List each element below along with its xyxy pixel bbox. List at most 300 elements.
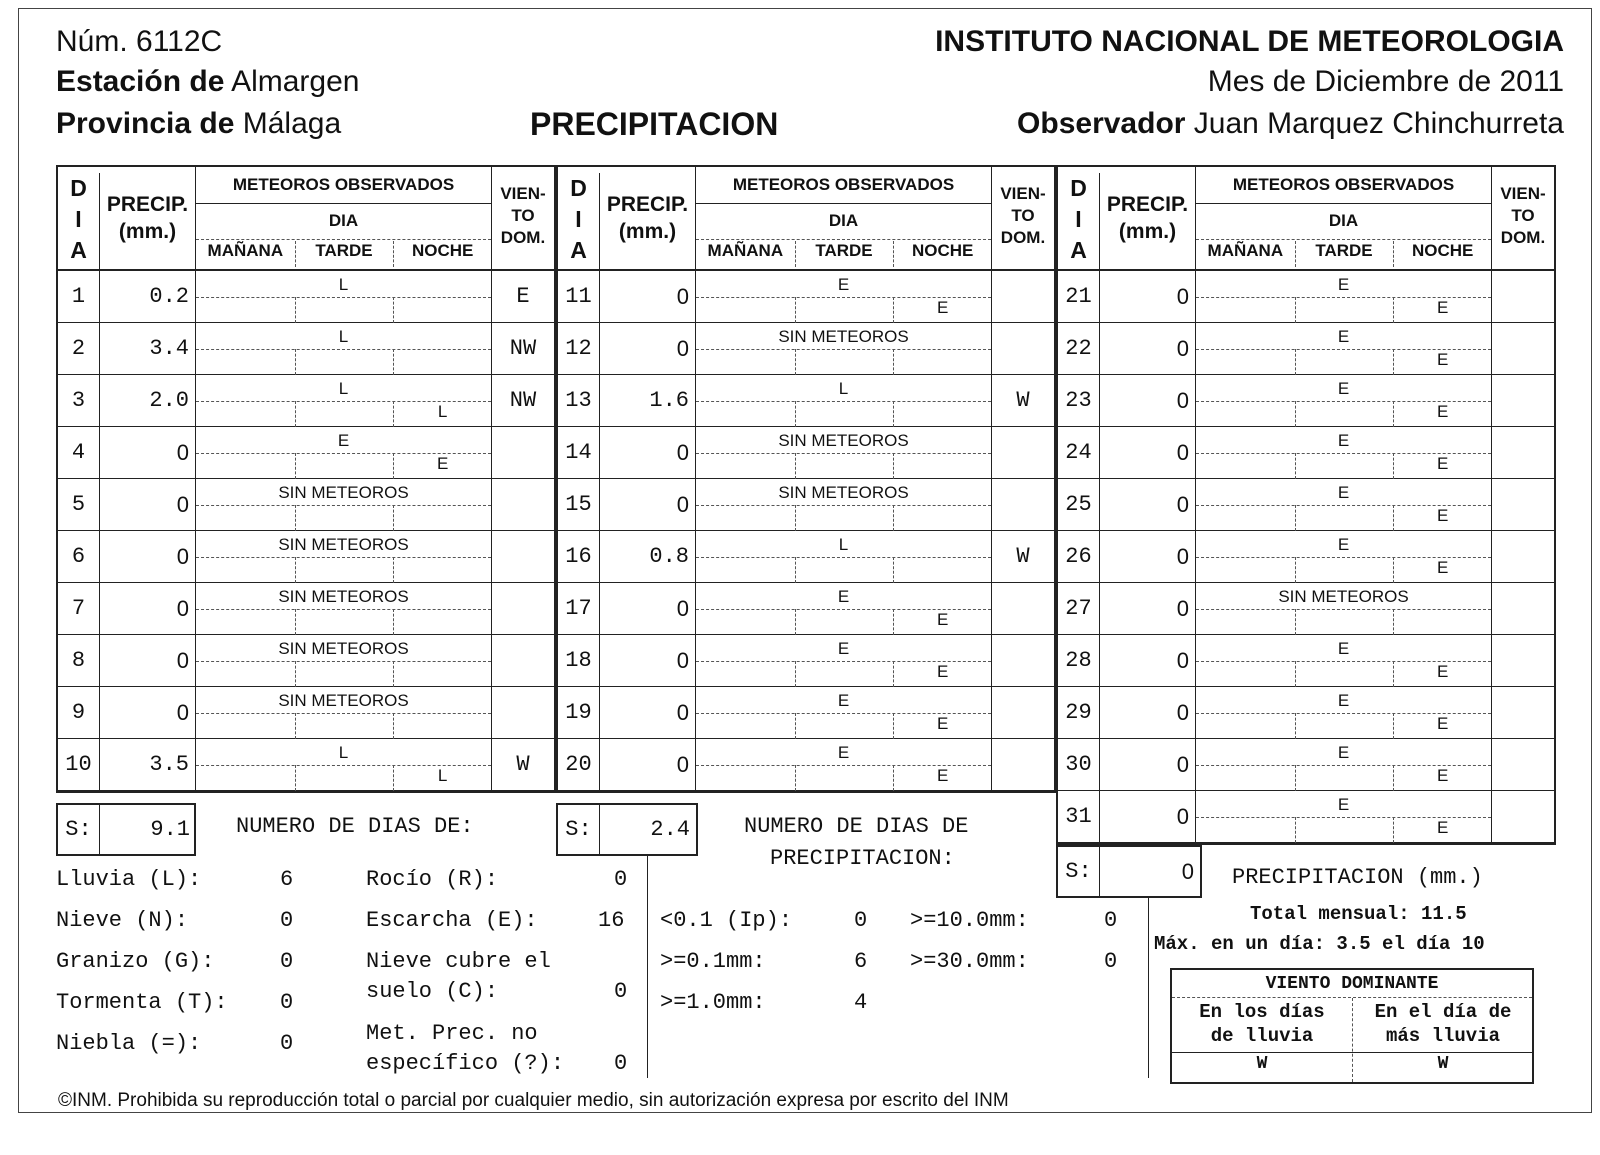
meteor-day: SIN METEOROS — [778, 431, 909, 450]
day-row — [1058, 791, 1554, 843]
day-number: 25 — [1058, 479, 1100, 531]
daily-max: Máx. en un día: 3.5 el día 10 — [1154, 933, 1485, 955]
precip-value: 0 — [1100, 635, 1196, 687]
snow-days-label: Nieve (N): — [56, 908, 189, 933]
unspecified-value: 0 — [614, 1051, 628, 1076]
tick — [893, 557, 894, 583]
meteor-day: E — [1337, 275, 1350, 294]
dia-header — [1058, 173, 1100, 275]
wind-max-day-label: En el día de más lluvia — [1374, 1001, 1512, 1047]
meteor-day: SIN METEOROS — [278, 535, 409, 554]
rain-days-label: Lluvia (L): — [56, 867, 202, 892]
day-number: 28 — [1058, 635, 1100, 687]
dia-header — [558, 173, 600, 275]
day-row — [558, 427, 1054, 479]
tick — [1295, 241, 1296, 267]
meteor-cell — [696, 635, 992, 687]
ge-1-0-value: 4 — [854, 990, 868, 1015]
dew-days-value: 0 — [614, 867, 628, 892]
meteors-header — [696, 167, 992, 269]
tarde-label: TARDE — [815, 241, 873, 260]
dashed-line — [196, 713, 491, 714]
wind-value — [1492, 739, 1554, 791]
meteor-night: L — [437, 402, 448, 421]
meteor-night: E — [436, 454, 449, 473]
wind-label: TO — [1011, 206, 1035, 225]
observer: Observador Juan Marquez Chinchurreta — [1017, 107, 1564, 140]
tick — [393, 297, 394, 323]
wind-value — [992, 427, 1054, 479]
meteor-day: L — [338, 743, 349, 762]
precip-value: 2.0 — [100, 375, 196, 427]
station-name: Estación de Almargen — [56, 65, 360, 98]
dashed-line — [196, 557, 491, 558]
day-row — [558, 271, 1054, 323]
mm-label: (mm.) — [618, 220, 677, 243]
day-row — [1058, 323, 1554, 375]
hail-days-label: Granizo (G): — [56, 949, 215, 974]
dia-letter: I — [1075, 206, 1082, 232]
tick — [295, 505, 296, 531]
dia-letter: I — [575, 206, 582, 232]
tick — [795, 765, 796, 791]
precip-value: 0 — [100, 687, 196, 739]
tick — [795, 297, 796, 323]
ip-label: <0.1 (Ip): — [660, 908, 793, 933]
ge-10-label: >=10.0mm: — [910, 908, 1029, 933]
tick — [1295, 349, 1296, 375]
dashed-line — [196, 349, 491, 350]
meteor-cell — [696, 375, 992, 427]
meteor-cell — [696, 739, 992, 791]
meteor-cell — [196, 375, 492, 427]
meteor-day: E — [1337, 743, 1350, 762]
station-number: Núm. 6112C — [56, 25, 223, 58]
wind-value — [1492, 583, 1554, 635]
wind-label: DOM. — [500, 228, 546, 247]
meteor-night: E — [1436, 714, 1449, 733]
meteor-day: SIN METEOROS — [1278, 587, 1409, 606]
dia-letter: D — [70, 175, 87, 201]
tick — [1295, 817, 1296, 843]
wind-value: E — [516, 284, 530, 309]
ge-0-1-label: >=0.1mm: — [660, 949, 766, 974]
day-number: 21 — [1058, 271, 1100, 323]
month-year: Mes de Diciembre de 2011 — [1207, 65, 1564, 98]
mm-label: (mm.) — [118, 220, 177, 243]
meteor-day: E — [837, 691, 850, 710]
fog-days-value: 0 — [280, 1031, 294, 1056]
hail-days-value: 0 — [280, 949, 294, 974]
rule — [1196, 203, 1491, 204]
day-row — [1058, 583, 1554, 635]
tick — [795, 349, 796, 375]
sum-value: 2.4 — [650, 817, 690, 842]
tick — [795, 557, 796, 583]
meteor-day: SIN METEOROS — [778, 483, 909, 502]
day-number: 29 — [1058, 687, 1100, 739]
day-row — [1058, 479, 1554, 531]
wind-header — [1492, 183, 1554, 249]
wind-value — [992, 323, 1054, 375]
dia-letter: D — [570, 175, 587, 201]
meteor-day: E — [837, 639, 850, 658]
day-row — [1058, 687, 1554, 739]
meteor-cell — [696, 687, 992, 739]
precip-header — [100, 167, 196, 269]
frost-days-value: 16 — [598, 908, 625, 933]
tick — [393, 713, 394, 739]
data-block — [1056, 165, 1556, 845]
meteor-cell — [696, 427, 992, 479]
day-row — [558, 531, 1054, 583]
meteor-day: L — [838, 379, 849, 398]
tick — [295, 453, 296, 479]
meteor-cell — [196, 635, 492, 687]
tick — [295, 765, 296, 791]
meteor-night: E — [1436, 766, 1449, 785]
day-number: 11 — [558, 271, 600, 323]
precip-value: 0 — [600, 427, 696, 479]
wind-value: NW — [509, 336, 537, 361]
meteor-day: L — [838, 535, 849, 554]
meteor-night: E — [1436, 818, 1449, 837]
tick — [1393, 241, 1394, 267]
precip-value: 0 — [100, 583, 196, 635]
header-row — [558, 167, 1054, 271]
meteors-header — [196, 167, 492, 269]
tick — [1295, 557, 1296, 583]
wind-value: W — [1016, 544, 1030, 569]
meteor-cell — [1196, 479, 1492, 531]
tick — [295, 713, 296, 739]
rule — [196, 239, 491, 240]
precip-value: 0 — [600, 479, 696, 531]
meteors-header — [1196, 167, 1492, 269]
day-number: 17 — [558, 583, 600, 635]
sum-box-3: S: 0 — [1056, 845, 1202, 898]
data-block — [56, 165, 556, 793]
wind-value — [1492, 531, 1554, 583]
wind-label: DOM. — [1000, 228, 1046, 247]
day-number: 26 — [1058, 531, 1100, 583]
dashed-line — [696, 557, 991, 558]
meteor-cell — [1196, 791, 1492, 843]
meteor-day: E — [837, 275, 850, 294]
day-number: 12 — [558, 323, 600, 375]
wind-value — [992, 583, 1054, 635]
meteor-day: L — [338, 327, 349, 346]
meteor-cell — [696, 583, 992, 635]
day-number: 23 — [1058, 375, 1100, 427]
wind-value — [1492, 271, 1554, 323]
meteor-night: E — [1436, 454, 1449, 473]
wind-label: VIEN- — [1500, 184, 1546, 203]
precip-value: 0 — [1100, 427, 1196, 479]
tick — [893, 453, 894, 479]
tick — [393, 241, 394, 267]
dia-sub-label: DIA — [1328, 211, 1359, 230]
day-number: 1 — [58, 271, 100, 323]
frost-days-label: Escarcha (E): — [366, 908, 538, 933]
precip-value: 0 — [1100, 323, 1196, 375]
snow-cover-label-2: suelo (C): — [366, 979, 499, 1004]
day-row — [58, 323, 554, 375]
noche-label: NOCHE — [911, 241, 974, 260]
tick — [893, 505, 894, 531]
precip-header — [600, 167, 696, 269]
precip-value: 0.8 — [600, 531, 696, 583]
wind-value — [1492, 427, 1554, 479]
precip-value: 0.2 — [100, 271, 196, 323]
meteor-cell — [196, 479, 492, 531]
meteors-label: METEOROS OBSERVADOS — [1232, 175, 1455, 194]
meteor-day: SIN METEOROS — [278, 691, 409, 710]
tick — [295, 661, 296, 687]
storm-days-value: 0 — [280, 990, 294, 1015]
days-section-title: NUMERO DE DIAS DE: — [236, 814, 474, 839]
tick — [393, 349, 394, 375]
meteor-day: SIN METEOROS — [278, 639, 409, 658]
tick — [295, 401, 296, 427]
day-row — [1058, 635, 1554, 687]
precip-value: 0 — [600, 271, 696, 323]
wind-value — [492, 479, 554, 531]
dia-sub-label: DIA — [328, 211, 359, 230]
meteor-day: E — [1337, 691, 1350, 710]
tick — [795, 241, 796, 267]
day-row — [1058, 531, 1554, 583]
tick — [795, 505, 796, 531]
tick — [893, 401, 894, 427]
noche-label: NOCHE — [411, 241, 474, 260]
unspecified-label-1: Met. Prec. no — [366, 1021, 538, 1046]
day-number: 24 — [1058, 427, 1100, 479]
precip-summary-title: PRECIPITACION (mm.) — [1232, 865, 1483, 890]
day-number: 20 — [558, 739, 600, 791]
ge-30-label: >=30.0mm: — [910, 949, 1029, 974]
meteor-cell — [696, 531, 992, 583]
day-number: 15 — [558, 479, 600, 531]
precip-value: 0 — [600, 323, 696, 375]
meteor-night: E — [1436, 298, 1449, 317]
wind-header — [492, 183, 554, 249]
precip-value: 0 — [1100, 375, 1196, 427]
wind-label: VIEN- — [1000, 184, 1046, 203]
day-row — [1058, 271, 1554, 323]
monthly-total: Total mensual: 11.5 — [1250, 903, 1467, 925]
day-number: 4 — [58, 427, 100, 479]
day-number: 27 — [1058, 583, 1100, 635]
wind-label: TO — [511, 206, 535, 225]
tick — [295, 349, 296, 375]
day-number: 10 — [58, 739, 100, 791]
tick — [795, 609, 796, 635]
meteor-cell — [1196, 375, 1492, 427]
dashed-line — [196, 609, 491, 610]
data-block — [556, 165, 1056, 793]
meteor-cell — [696, 323, 992, 375]
precip-value: 0 — [100, 427, 196, 479]
tick — [1295, 401, 1296, 427]
meteor-night: E — [936, 298, 949, 317]
day-row — [558, 323, 1054, 375]
meteor-cell — [1196, 739, 1492, 791]
precip-value: 3.4 — [100, 323, 196, 375]
meteor-cell — [1196, 687, 1492, 739]
precip-value: 0 — [1100, 687, 1196, 739]
wind-value — [992, 271, 1054, 323]
wind-value: W — [1016, 388, 1030, 413]
tarde-label: TARDE — [1315, 241, 1373, 260]
wind-value — [1492, 687, 1554, 739]
sum-box-2: S: 2.4 — [556, 803, 698, 856]
precip-label: PRECIP. — [106, 193, 189, 216]
wind-value — [992, 687, 1054, 739]
dashed-line — [696, 453, 991, 454]
tick — [393, 609, 394, 635]
day-number: 14 — [558, 427, 600, 479]
day-row — [58, 271, 554, 323]
wind-box-title: VIENTO DOMINANTE — [1172, 970, 1532, 998]
rule — [696, 203, 991, 204]
day-row — [558, 635, 1054, 687]
tick — [295, 297, 296, 323]
province: Provincia de Málaga — [56, 107, 342, 140]
tick — [393, 557, 394, 583]
precip-header — [1100, 167, 1196, 269]
meteor-day: L — [338, 379, 349, 398]
rule — [196, 203, 491, 204]
precip-value: 0 — [600, 687, 696, 739]
wind-label: VIEN- — [500, 184, 546, 203]
meteor-cell — [196, 739, 492, 791]
unspecified-label-2: específico (?): — [366, 1051, 565, 1076]
meteor-night: E — [1436, 350, 1449, 369]
meteor-cell — [696, 479, 992, 531]
day-row — [58, 479, 554, 531]
meteor-day: E — [1337, 535, 1350, 554]
dew-days-label: Rocío (R): — [366, 867, 499, 892]
wind-value: NW — [509, 388, 537, 413]
precip-value: 0 — [1100, 791, 1196, 843]
tick — [295, 241, 296, 267]
wind-box-rule — [1172, 1052, 1532, 1053]
meteor-cell — [696, 271, 992, 323]
ge-10-value: 0 — [1104, 908, 1118, 933]
sum-value: 0 — [1181, 859, 1194, 884]
meteor-cell — [196, 427, 492, 479]
dia-letter: A — [1070, 237, 1087, 263]
dashed-line — [696, 349, 991, 350]
wind-value — [492, 583, 554, 635]
wind-box — [1170, 968, 1534, 1084]
wind-value — [992, 739, 1054, 791]
precip-value: 0 — [600, 635, 696, 687]
precip-value: 1.6 — [600, 375, 696, 427]
snow-days-value: 0 — [280, 908, 294, 933]
storm-days-label: Tormenta (T): — [56, 990, 228, 1015]
meteor-day: E — [1337, 379, 1350, 398]
meteor-night: E — [1436, 506, 1449, 525]
day-number: 3 — [58, 375, 100, 427]
wind-value — [492, 427, 554, 479]
tick — [295, 557, 296, 583]
tick — [893, 241, 894, 267]
manana-label: MAÑANA — [707, 241, 784, 260]
divider — [647, 856, 648, 1078]
day-row — [58, 531, 554, 583]
tarde-label: TARDE — [315, 241, 373, 260]
wind-label: DOM. — [1500, 228, 1546, 247]
day-number: 5 — [58, 479, 100, 531]
meteor-night: E — [936, 662, 949, 681]
meteors-label: METEOROS OBSERVADOS — [232, 175, 455, 194]
tick — [893, 349, 894, 375]
tick — [393, 505, 394, 531]
dashed-line — [196, 505, 491, 506]
precip-value: 0 — [100, 635, 196, 687]
meteor-cell — [196, 687, 492, 739]
tick — [1295, 713, 1296, 739]
rain-days-value: 6 — [280, 867, 294, 892]
tick — [393, 661, 394, 687]
tick — [795, 713, 796, 739]
wind-header — [992, 183, 1054, 249]
dia-letter: A — [570, 237, 587, 263]
day-number: 6 — [58, 531, 100, 583]
precip-value: 0 — [100, 479, 196, 531]
dia-header — [58, 173, 100, 275]
wind-value — [1492, 479, 1554, 531]
rule — [696, 239, 991, 240]
tick — [1393, 609, 1394, 635]
dashed-line — [196, 297, 491, 298]
wind-value — [492, 687, 554, 739]
tick — [1295, 765, 1296, 791]
divider — [1148, 898, 1149, 1078]
day-number: 22 — [1058, 323, 1100, 375]
wind-value: W — [516, 752, 530, 777]
wind-value — [492, 531, 554, 583]
meteor-night: E — [936, 714, 949, 733]
meteor-cell — [1196, 427, 1492, 479]
day-row — [58, 375, 554, 427]
manana-label: MAÑANA — [1207, 241, 1284, 260]
meteor-cell — [1196, 635, 1492, 687]
wind-value — [1492, 375, 1554, 427]
precip-value: 0 — [1100, 739, 1196, 791]
day-number: 19 — [558, 687, 600, 739]
tick — [1295, 297, 1296, 323]
mm-label: (mm.) — [1118, 220, 1177, 243]
dia-letter: D — [1070, 175, 1087, 201]
precip-value: 3.5 — [100, 739, 196, 791]
dia-letter: A — [70, 237, 87, 263]
day-number: 7 — [58, 583, 100, 635]
sum-value: 9.1 — [150, 817, 190, 842]
day-row — [558, 479, 1054, 531]
ge-0-1-value: 6 — [854, 949, 868, 974]
meteor-night: E — [1436, 662, 1449, 681]
precip-days-title-2: PRECIPITACION: — [770, 846, 955, 871]
tick — [295, 609, 296, 635]
precip-value: 0 — [1100, 531, 1196, 583]
day-number: 18 — [558, 635, 600, 687]
precip-value: 0 — [100, 531, 196, 583]
wind-value — [492, 635, 554, 687]
manana-label: MAÑANA — [207, 241, 284, 260]
